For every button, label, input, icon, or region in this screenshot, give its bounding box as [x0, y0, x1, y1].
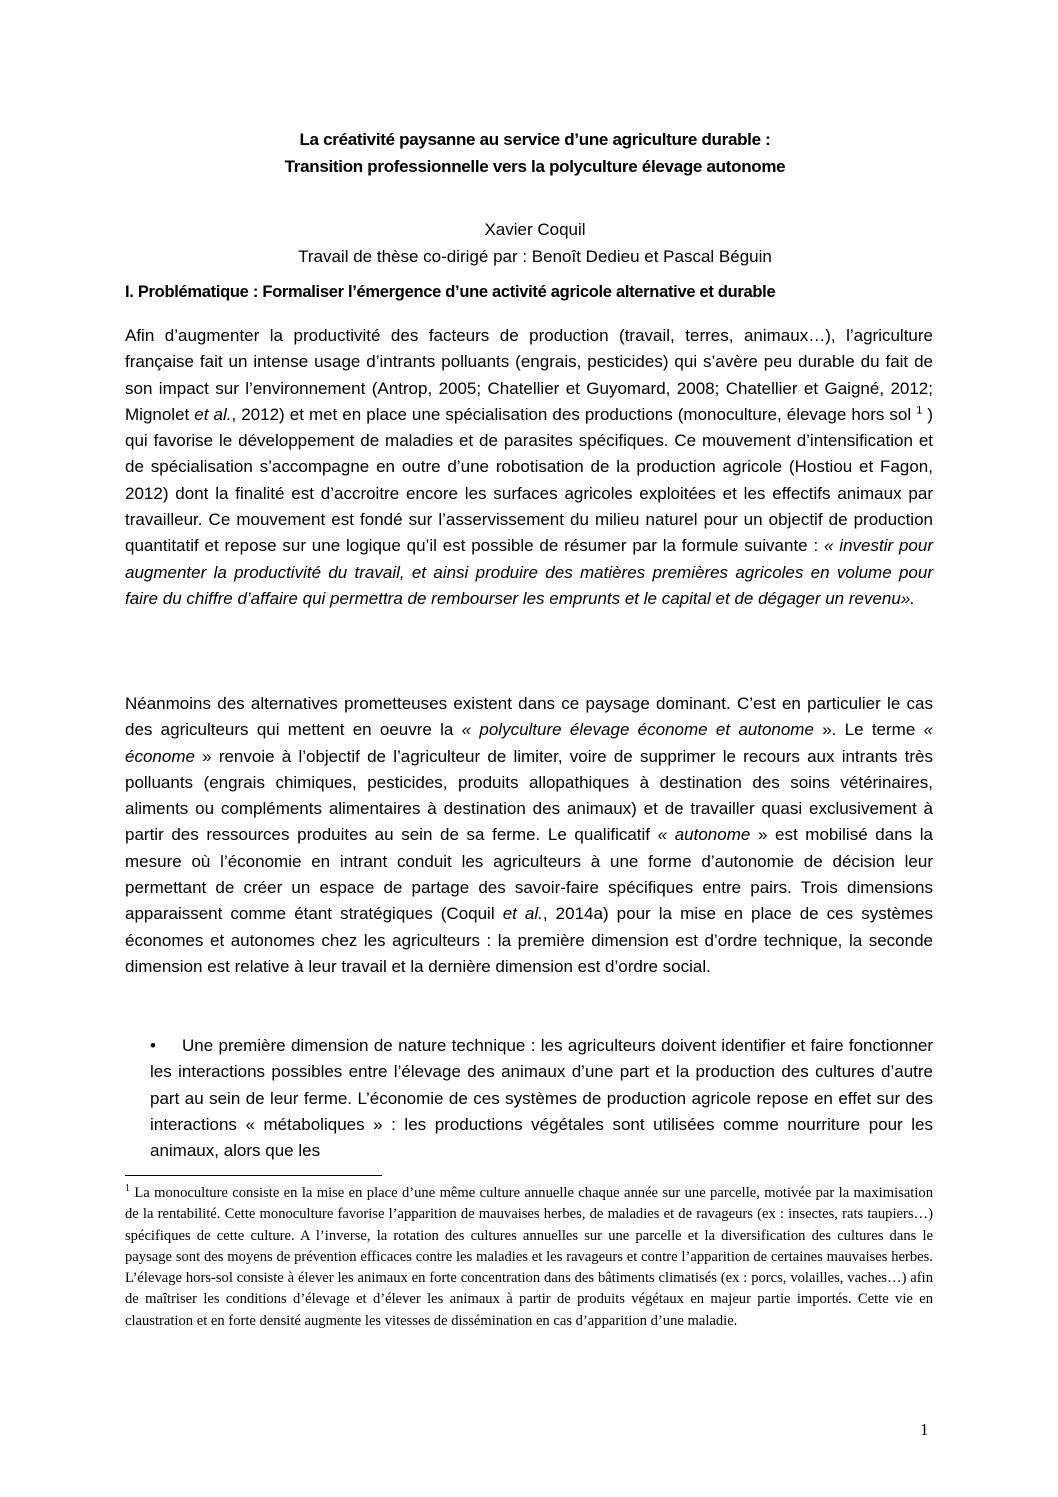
section-heading: I. Problématique : Formaliser l’émergence d’une activité agricole alternative et durable: [125, 283, 776, 301]
emphasis-econome: « économe: [125, 720, 934, 766]
paragraph-intensification: [125, 323, 933, 612]
paragraph-text: » est mobilisé dans la mesure où l’économie en intrant conduit les agriculteurs à une forme d’autonomie de décision leur permettant de créer un espace de partage des savoir-faire spécifiques entre pairs. Trois dimensions apparaissent comme étant stratégiques (Coquil: [125, 825, 933, 924]
emphasis-autonome: « autonome: [657, 825, 751, 845]
page-number: 1: [920, 1420, 929, 1439]
footnote-text: La monoculture consiste en la mise en place d’une même culture annuelle chaque année sur une parcelle, motivée par la maximisation de la rentabilité. Cette monoculture favorise l’apparition de mauvaises herbes, de maladies et de ravageurs (ex : insectes, rats taupiers…) spécifiques de cette culture. A l’inverse, la rotation des cultures annuelles sur une parcelle et la diversification des cultures dans le paysage sont des moyens de prévention efficaces contre les maladies et les ravageurs et contre l’apparition de certaines mauvaises herbes. L’élevage hors-sol consiste à élever les animaux en forte concentration dans des bâtiments climatisés (ex : porcs, volailles, vaches…) afin de maîtriser les conditions d’élevage et d’élever les animaux à partir de produits végétaux en majeur partie importés. Cette vie en claustration et en forte densité augmente les vitesses de dissémination en cas d’apparition d’une maladie.: [125, 1185, 933, 1329]
paragraph-alternatives: [125, 691, 933, 980]
footnote-separator: [125, 1175, 382, 1176]
footnote-number: 1: [125, 1183, 130, 1195]
footnote-1: [125, 1183, 933, 1332]
paragraph-text: ». Le terme: [813, 720, 924, 740]
paragraph-text: , 2012) et met en place une spécialisation des productions (monoculture, élevage hors sol: [231, 404, 917, 424]
citation-et-al: et al.: [502, 904, 543, 924]
bullet-icon: •: [150, 1036, 156, 1055]
paragraph-text: Néanmoins des alternatives prometteuses existent dans ce paysage dominant. C’est en particulier le cas des agriculteurs qui mettent en oeuvre la: [125, 694, 933, 740]
paragraph-text: Afin d’augmenter la productivité des facteurs de production (travail, terres, animaux…), l’agriculture française fait un intense usage d’intrants polluants (engrais, pesticides) qui s’avère peu durable du fait de son impact sur l’environnement (Antrop, 2005; Chatellier et Guyomard, 2008; Chatellier et Gaigné, 2012; Mignolet: [125, 326, 933, 424]
document-title-line1: La créativité paysanne au service d’une agriculture durable :: [299, 130, 771, 149]
quoted-formula: « investir pour augmenter la productivité du travail, et ainsi produire des matières premières agricoles en volume pour faire du chiffre d’affaire qui permettra de rembourser les emprunts et le capital et de dégager un revenu».: [125, 536, 933, 608]
paragraph-text: , 2014a) pour la mise en place de ces systèmes économes et autonomes chez les agriculteurs : la première dimension est d’ordre technique, la seconde dimension est relative à leur travail et la dernière dimension est d’ordre social.: [125, 904, 933, 976]
thesis-supervisors: Travail de thèse co-dirigé par : Benoît Dedieu et Pascal Béguin: [298, 247, 772, 266]
author-name: Xavier Coquil: [484, 220, 586, 239]
paragraph-text: ) qui favorise le développement de maladies et de parasites spécifiques. Ce mouvement d’intensification et de spécialisation s’accompagne en outre d’une robotisation de la production agricole (Hostiou et Fagon, 2012) dont la finalité est d’accroitre encore les surfaces agricoles exploitées et les effectifs animaux par travailleur. Ce mouvement est fondé sur l’asservissement du milieu naturel pour un objectif de production quantitatif et repose sur une logique qu’il est possible de résumer par la formule suivante :: [125, 404, 934, 556]
emphasis-polyculture: « polyculture élevage économe et autonome: [461, 720, 814, 740]
bullet-text: Une première dimension de nature technique : les agriculteurs doivent identifier et faire fonctionner les interactions possibles entre l’élevage des animaux d’une part et la production des cultures d’autre part au sein de leur ferme. L’économie de ces systèmes de production agricole repose en effet sur des interactions « métaboliques » : les productions végétales sont utilisées comme nourriture pour les animaux, alors que les: [150, 1036, 933, 1161]
footnote-reference[interactable]: 1: [916, 404, 923, 417]
paragraph-text: » renvoie à l’objectif de l’agriculteur de limiter, voire de supprimer le recours aux intrants très polluants (engrais chimiques, pesticides, produits allopathiques à destination des soins vétérinaires, aliments ou compléments alimentaires à destination des animaux) et de travailler quasi exclusivement à partir des ressources produites au sein de sa ferme. Le qualificatif: [125, 746, 933, 845]
bullet-item-technical-dimension: [150, 1033, 933, 1164]
citation-et-al: et al.: [194, 404, 232, 424]
document-title-line2: Transition professionnelle vers la polyculture élevage autonome: [284, 157, 786, 176]
